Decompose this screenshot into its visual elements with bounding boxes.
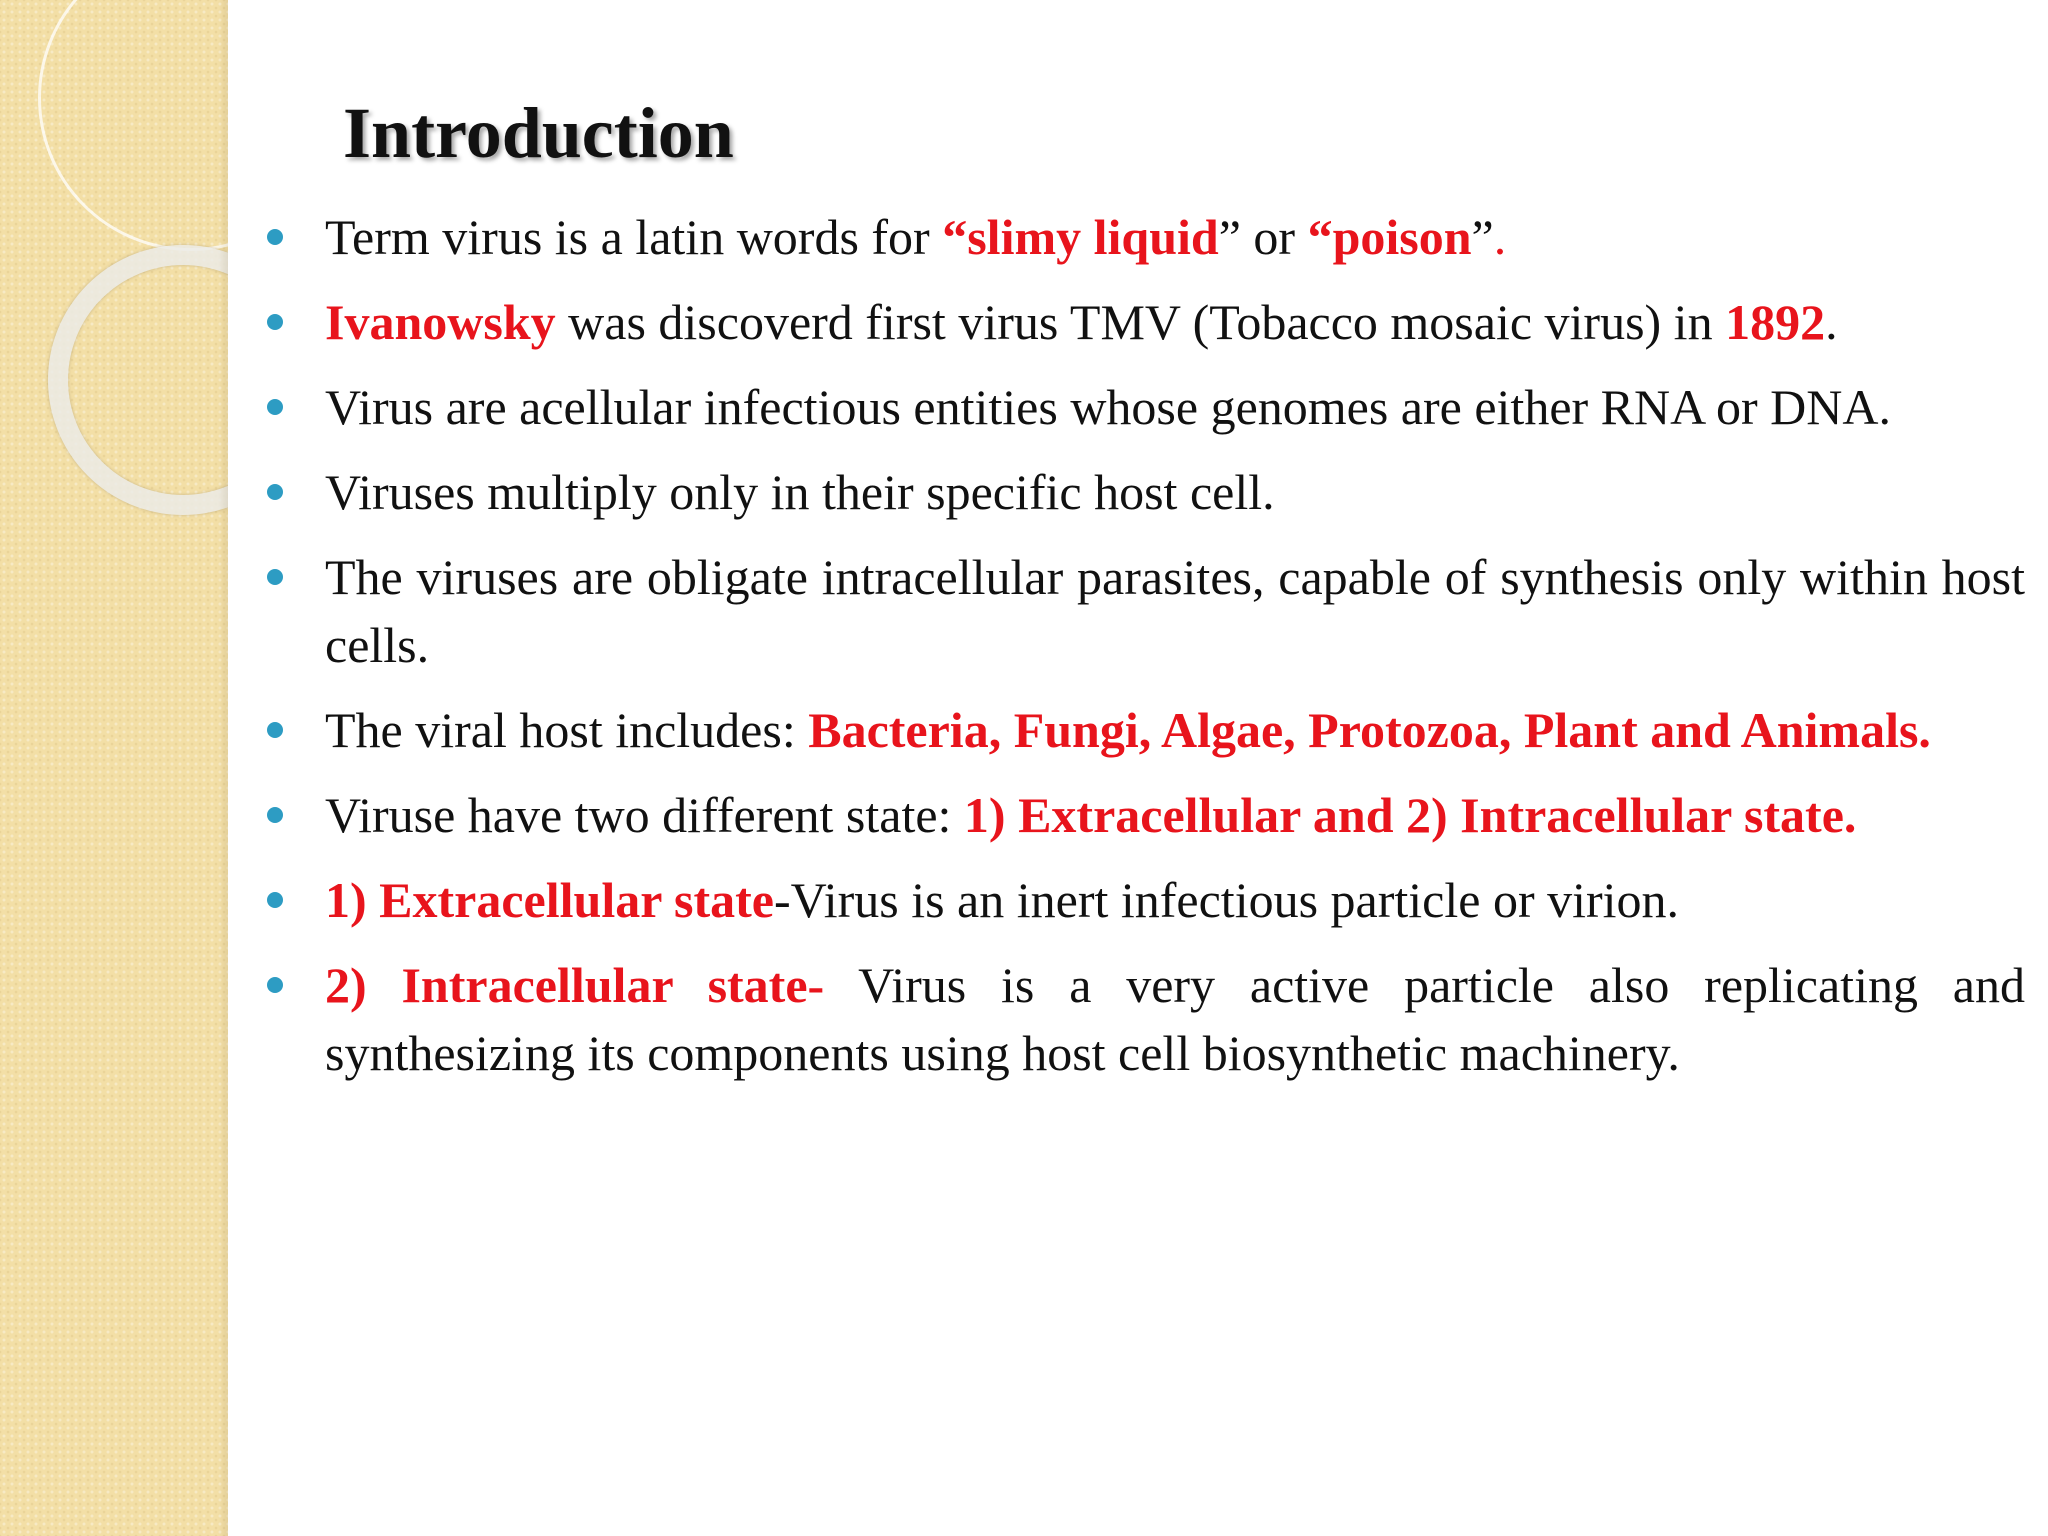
bullet-dot-icon [267, 484, 283, 500]
decorative-ring-large [38, 0, 228, 251]
bullet-text: . [1825, 294, 1838, 350]
bullet-text: Viruses multiply only in their specific host cell. [325, 464, 1275, 520]
bullet-text: Virus is a very active particle also replicating and synthesizing its components using host cell biosynthetic machinery. [325, 957, 2025, 1081]
bullet-text: The viruses are obligate intracellular parasites, capable of synthesis only within host cells. [325, 549, 2025, 673]
bullet-item-multiply [261, 458, 2025, 526]
bullet-item-term-origin [261, 203, 2025, 271]
bullet-text: The viral host includes: [325, 702, 809, 758]
bullet-highlight: Bacteria, Fungi, Algae, Protozoa, Plant and Animals. [808, 702, 1931, 758]
bullet-item-hosts [261, 696, 2025, 764]
decorative-side-panel [0, 0, 228, 1536]
decorative-ring-small [48, 245, 228, 515]
bullet-dot-icon [267, 807, 283, 823]
bullet-dot-icon [267, 569, 283, 585]
bullet-highlight: Ivanowsky [325, 294, 556, 350]
bullet-period: . [1493, 209, 1507, 265]
bullet-item-states [261, 781, 2025, 849]
slide-title: Introduction [343, 93, 734, 173]
bullet-dot-icon [267, 892, 283, 908]
bullet-item-intracellular [261, 951, 2025, 1087]
bullet-text: ” or [1218, 209, 1308, 265]
bullet-highlight: 1892 [1725, 294, 1826, 350]
bullet-item-parasites [261, 543, 2025, 679]
bullet-list [261, 203, 2025, 1104]
bullet-text: Viruse have two different state: [325, 787, 964, 843]
bullet-highlight: “poison [1307, 209, 1472, 265]
bullet-item-discovery [261, 288, 2025, 356]
bullet-text: ” [1471, 209, 1494, 265]
bullet-highlight: 1) Extracellular and 2) Intracellular state. [963, 787, 1857, 843]
bullet-highlight: “slimy liquid [942, 209, 1219, 265]
bullet-dot-icon [267, 314, 283, 330]
bullet-dot-icon [267, 722, 283, 738]
side-panel-shadow [218, 0, 228, 1536]
bullet-text: -Virus is an inert infectious particle or virion. [773, 872, 1680, 928]
bullet-item-extracellular [261, 866, 2025, 934]
bullet-highlight: 2) Intracellular state- [325, 957, 825, 1013]
bullet-text: was discoverd first virus TMV (Tobacco mosaic virus) in [555, 294, 1726, 350]
bullet-text: Virus are acellular infectious entities whose genomes are either RNA or DNA. [325, 379, 1891, 435]
bullet-dot-icon [267, 229, 283, 245]
bullet-dot-icon [267, 399, 283, 415]
bullet-highlight: 1) Extracellular state [325, 872, 774, 928]
bullet-item-acellular [261, 373, 2025, 441]
bullet-text: Term virus is a latin words for [325, 209, 943, 265]
bullet-dot-icon [267, 977, 283, 993]
